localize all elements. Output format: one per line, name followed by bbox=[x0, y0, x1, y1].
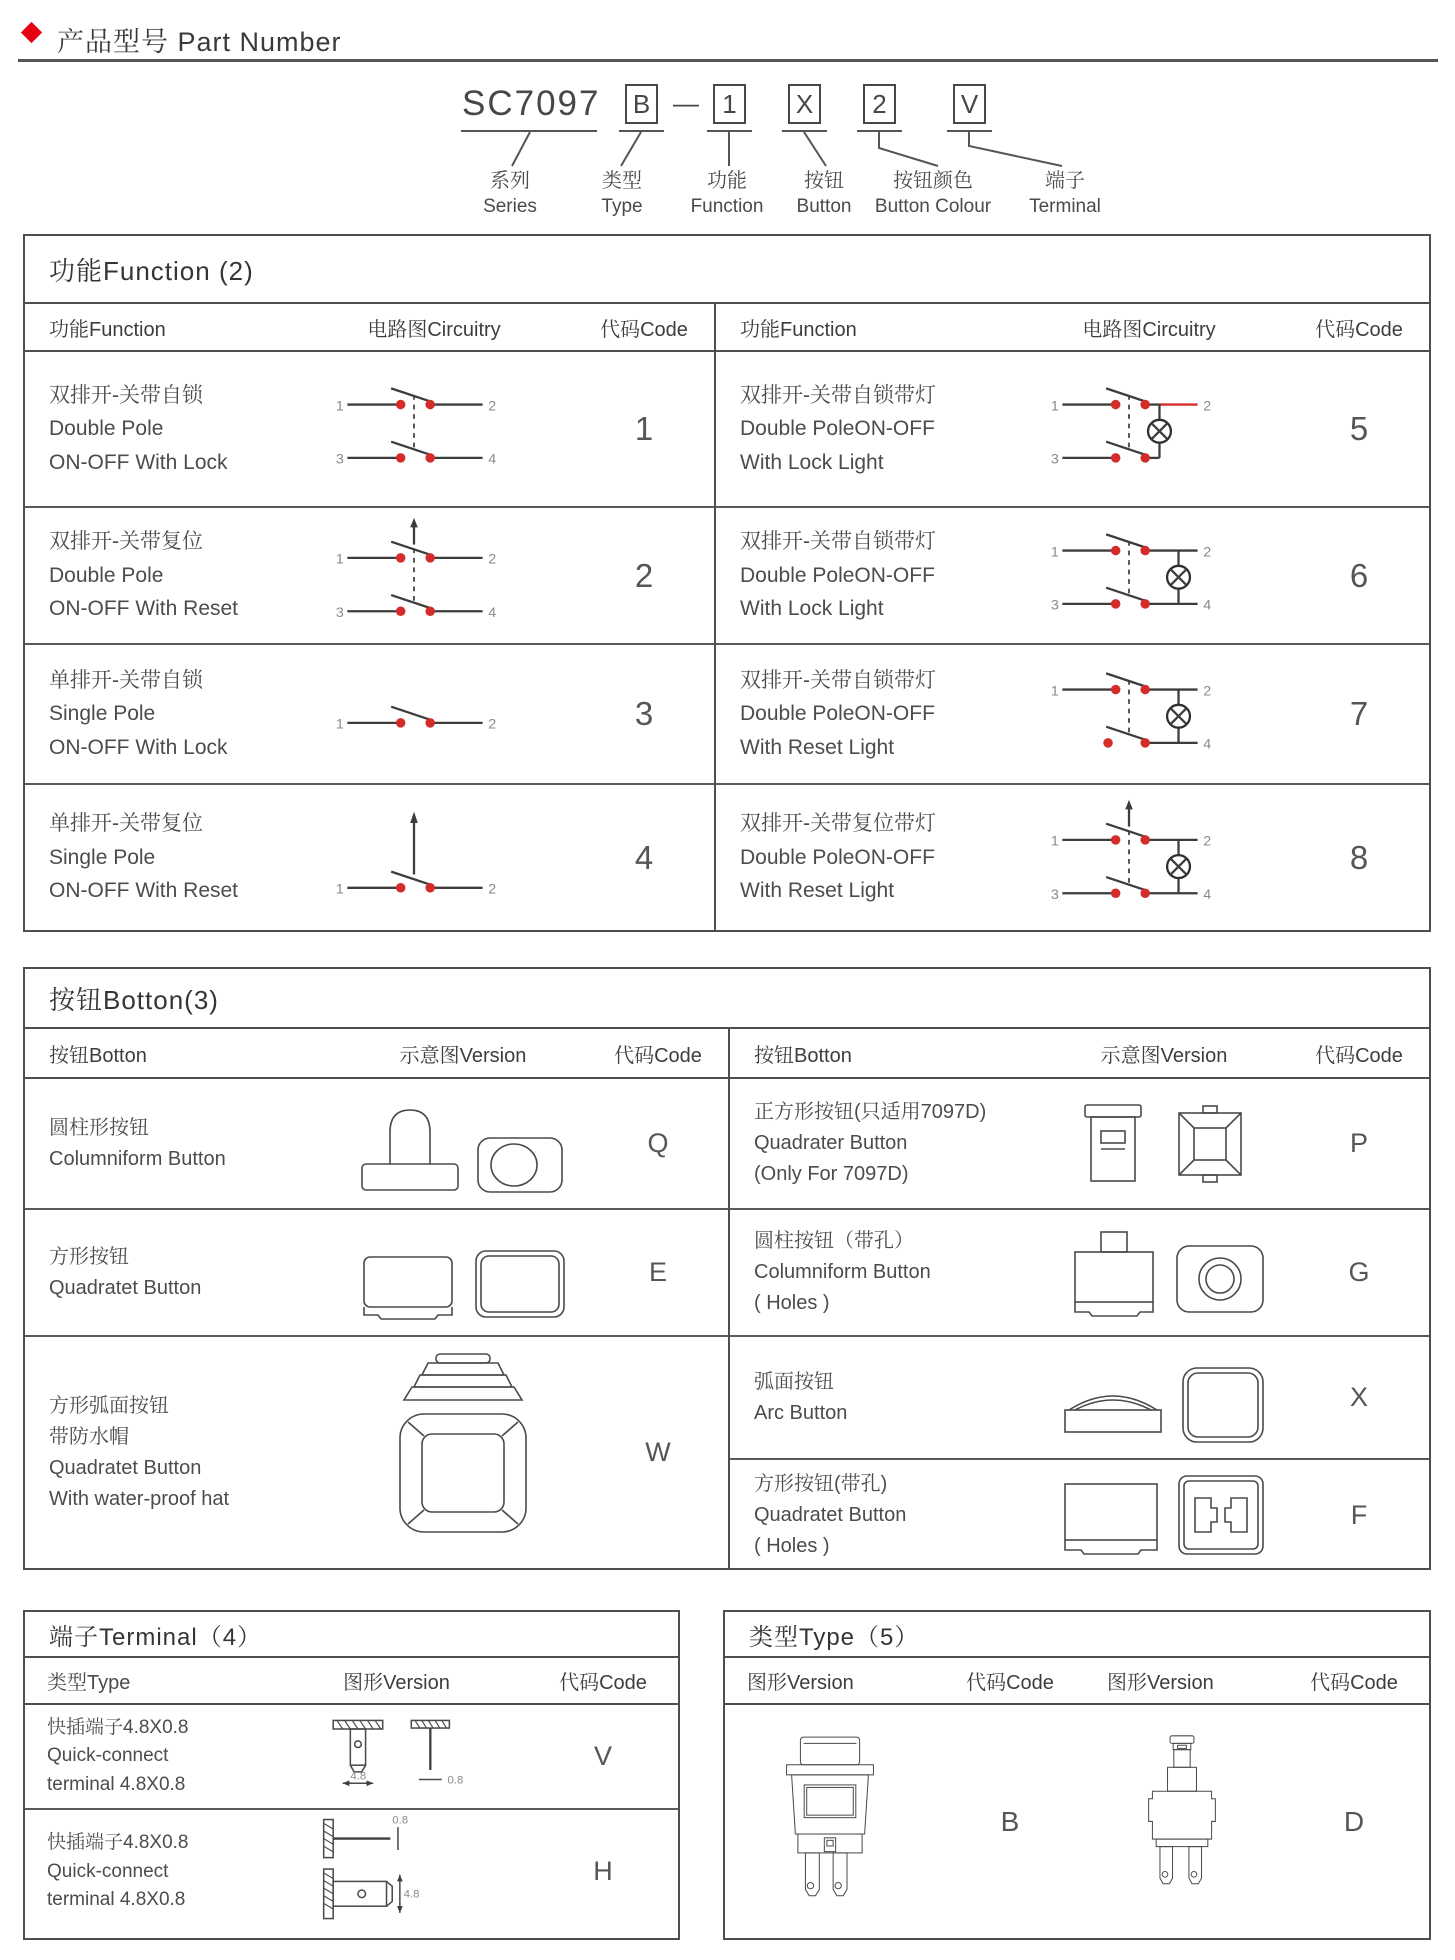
waterproof-button-icon bbox=[338, 1348, 588, 1558]
circuit-dp-lock-light2-icon bbox=[1009, 522, 1289, 629]
table-row: B bbox=[725, 1705, 1085, 1938]
part-number-button-box: X bbox=[788, 84, 821, 124]
type-table bbox=[723, 1610, 1431, 1940]
terminal-horizontal-icon bbox=[265, 1810, 528, 1934]
svg-text:2: 2 bbox=[488, 881, 497, 898]
part-number-diagram bbox=[0, 60, 1455, 234]
terminal-table-title: 端子Terminal（4） bbox=[25, 1612, 678, 1658]
table-row: 方形按钮(带孔) Quadratet Button ( Holes ) F bbox=[730, 1460, 1429, 1570]
columniform-button-icon bbox=[338, 1092, 588, 1196]
table-row: 单排开-关带自锁 Single Pole ON-OFF With Lock 1 2 3 bbox=[25, 645, 714, 785]
function-table-header: 功能Function 电路图Circuitry 代码Code bbox=[716, 304, 1429, 352]
svg-text:3: 3 bbox=[335, 605, 344, 622]
function-table-title: 功能Function (2) bbox=[25, 236, 1429, 304]
svg-text:1: 1 bbox=[1050, 397, 1059, 414]
underline bbox=[707, 130, 752, 132]
columniform-holes-button-icon bbox=[1039, 1218, 1289, 1328]
table-row: D bbox=[1085, 1705, 1429, 1938]
svg-text:4: 4 bbox=[488, 451, 497, 468]
svg-text:4: 4 bbox=[1203, 597, 1212, 614]
svg-text:0.8: 0.8 bbox=[391, 1814, 408, 1827]
table-row: 双排开-关带复位带灯 Double PoleON-OFF With Reset Light 1 2 3 4 8 bbox=[716, 785, 1429, 930]
type-d-switch-icon bbox=[1085, 1727, 1279, 1916]
terminal-table-header: 类型Type 图形Version 代码Code bbox=[25, 1658, 678, 1705]
type-b-switch-icon bbox=[725, 1727, 935, 1916]
table-row: 快插端子4.8X0.8 Quick-connect terminal 4.8X0.8 4.8 0.8 V bbox=[25, 1705, 678, 1810]
page-title: 产品型号 Part Number bbox=[57, 27, 342, 57]
svg-text:3: 3 bbox=[1050, 451, 1059, 468]
table-row: 弧面按钮 Arc Button X bbox=[730, 1337, 1429, 1460]
arc-button-icon bbox=[1039, 1346, 1289, 1450]
type-table-header: 图形Version 代码Code bbox=[725, 1658, 1085, 1705]
circuit-dp-lock-light-icon bbox=[1009, 376, 1289, 483]
table-row: 方形弧面按钮 带防水帽 Quadratet Button With water-proof hat W bbox=[25, 1337, 728, 1568]
button-table-right bbox=[730, 1029, 1429, 1568]
button-table-header: 按钮Botton 示意图Version 代码Code bbox=[25, 1029, 728, 1079]
table-row: 圆柱按钮（带孔） Columniform Button ( Holes ) G bbox=[730, 1210, 1429, 1337]
button-table-left bbox=[25, 1029, 730, 1568]
circuit-dpst-reset-icon bbox=[294, 516, 574, 634]
table-row: 快插端子4.8X0.8 Quick-connect terminal 4.8X0.8 0.8 4.8 H bbox=[25, 1810, 678, 1934]
part-number-series: SC7097 bbox=[462, 84, 601, 123]
underline bbox=[857, 130, 902, 132]
part-number-colour-box: 2 bbox=[863, 84, 896, 124]
svg-text:1: 1 bbox=[335, 881, 344, 898]
function-table bbox=[23, 234, 1431, 932]
function-table-header: 功能Function 电路图Circuitry 代码Code bbox=[25, 304, 714, 352]
svg-text:4: 4 bbox=[1203, 887, 1212, 904]
svg-text:2: 2 bbox=[1203, 544, 1212, 561]
type-table-header: 图形Version 代码Code bbox=[1085, 1658, 1429, 1705]
underline bbox=[461, 130, 597, 132]
svg-text:2: 2 bbox=[488, 397, 497, 414]
svg-text:1: 1 bbox=[1050, 682, 1059, 699]
circuit-spst-reset-icon bbox=[294, 804, 574, 911]
table-row: 双排开-关带自锁 Double Pole ON-OFF With Lock 1 2 3 4 1 bbox=[25, 352, 714, 508]
type-table-title: 类型Type（5） bbox=[725, 1612, 1429, 1658]
terminal-vertical-icon bbox=[265, 1709, 528, 1804]
svg-text:3: 3 bbox=[1050, 887, 1059, 904]
label-button-colour: 按钮颜色 Button Colour bbox=[874, 170, 992, 217]
part-number-dash: — bbox=[673, 88, 699, 118]
quadrater-button-icon bbox=[1039, 1089, 1289, 1199]
part-number-function-box: 1 bbox=[713, 84, 746, 124]
circuit-dp-reset-light-icon bbox=[1009, 661, 1289, 768]
svg-text:4.8: 4.8 bbox=[403, 1888, 420, 1901]
svg-text:0.8: 0.8 bbox=[446, 1774, 463, 1787]
svg-text:2: 2 bbox=[1203, 397, 1212, 414]
circuit-dp-reset-light2-icon bbox=[1009, 798, 1289, 916]
label-function: 功能 Function bbox=[690, 170, 764, 217]
label-terminal: 端子 Terminal bbox=[1029, 170, 1101, 217]
svg-text:2: 2 bbox=[1203, 682, 1212, 699]
svg-text:4.8: 4.8 bbox=[349, 1770, 366, 1783]
svg-text:2: 2 bbox=[1203, 834, 1212, 851]
label-series: 系列 Series bbox=[483, 170, 537, 217]
table-row: 双排开-关带自锁带灯 Double PoleON-OFF With Reset Light 1 2 4 7 bbox=[716, 645, 1429, 785]
button-table-header: 按钮Botton 示意图Version 代码Code bbox=[730, 1029, 1429, 1079]
table-row: 双排开-关带复位 Double Pole ON-OFF With Reset 1 2 3 4 2 bbox=[25, 508, 714, 645]
part-number-terminal-box: V bbox=[953, 84, 986, 124]
svg-text:1: 1 bbox=[1050, 834, 1059, 851]
svg-text:1: 1 bbox=[335, 716, 344, 733]
table-row: 单排开-关带复位 Single Pole ON-OFF With Reset 1 2 4 bbox=[25, 785, 714, 930]
svg-text:1: 1 bbox=[335, 397, 344, 414]
red-diamond-icon bbox=[21, 22, 42, 43]
table-row: 正方形按钮(只适用7097D) Quadrater Button (Only For 7097D) P bbox=[730, 1079, 1429, 1210]
quadrate-button-icon bbox=[338, 1221, 588, 1325]
circuit-dpst-lock-icon bbox=[294, 376, 574, 483]
part-number-type-box: B bbox=[625, 84, 658, 124]
terminal-table bbox=[23, 1610, 680, 1940]
svg-text:3: 3 bbox=[1050, 597, 1059, 614]
table-row: 圆柱形按钮 Columniform Button Q bbox=[25, 1079, 728, 1210]
svg-text:2: 2 bbox=[488, 552, 497, 569]
table-row: 双排开-关带自锁带灯 Double PoleON-OFF With Lock Light 1 2 3 5 bbox=[716, 352, 1429, 508]
button-table-title: 按钮Botton(3) bbox=[25, 969, 1429, 1029]
label-button: 按钮 Button bbox=[796, 170, 852, 217]
function-table-right bbox=[716, 304, 1429, 930]
svg-text:3: 3 bbox=[335, 451, 344, 468]
svg-text:4: 4 bbox=[1203, 736, 1212, 753]
button-table bbox=[23, 967, 1431, 1570]
type-table-left bbox=[725, 1658, 1085, 1938]
svg-text:4: 4 bbox=[488, 605, 497, 622]
svg-text:2: 2 bbox=[488, 716, 497, 733]
table-row: 双排开-关带自锁带灯 Double PoleON-OFF With Lock Light 1 2 3 4 6 bbox=[716, 508, 1429, 645]
circuit-spst-lock-icon bbox=[294, 681, 574, 748]
function-table-left bbox=[25, 304, 716, 930]
type-table-right bbox=[1085, 1658, 1429, 1938]
table-row: 方形按钮 Quadratet Button E bbox=[25, 1210, 728, 1337]
underline bbox=[947, 130, 992, 132]
label-type: 类型 Type bbox=[601, 170, 643, 217]
svg-text:1: 1 bbox=[1050, 544, 1059, 561]
svg-text:1: 1 bbox=[335, 552, 344, 569]
underline bbox=[619, 130, 664, 132]
quadrate-holes-button-icon bbox=[1039, 1460, 1289, 1570]
underline bbox=[782, 130, 827, 132]
